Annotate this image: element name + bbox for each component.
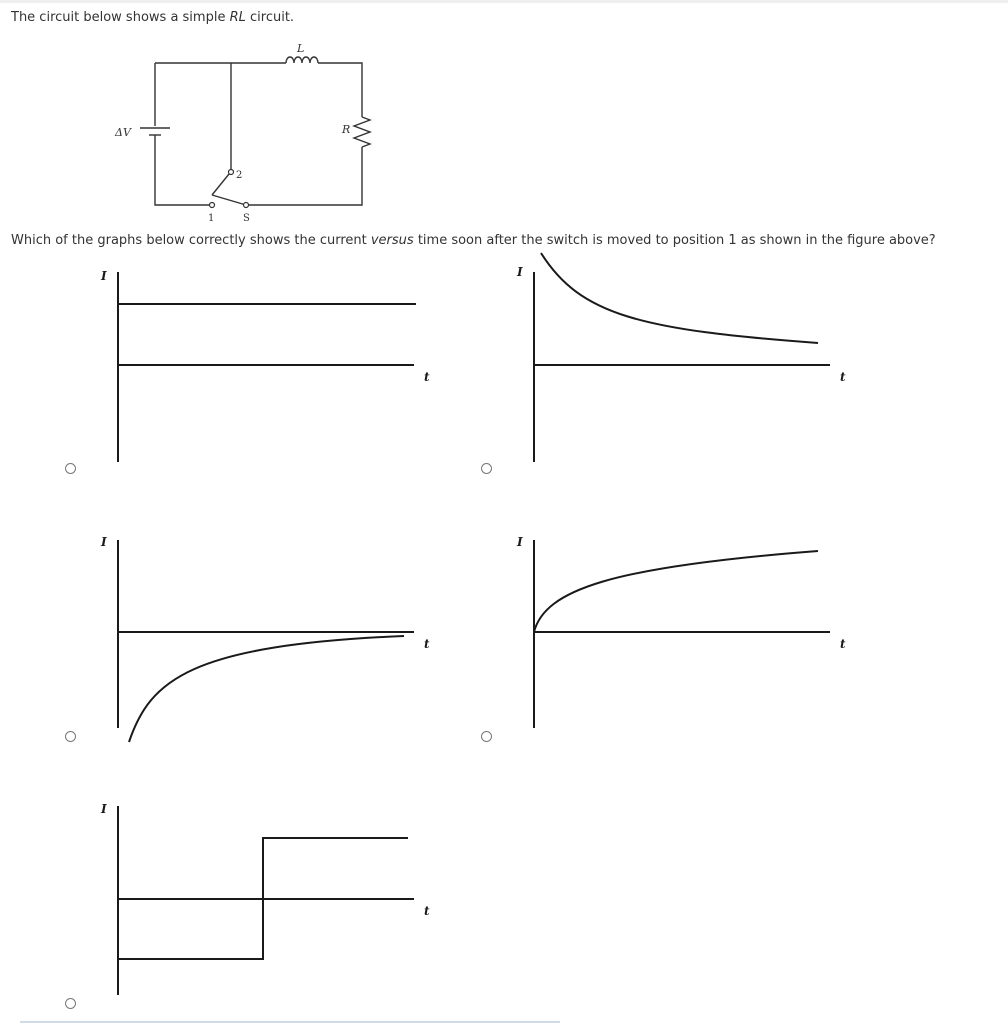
top-divider <box>0 0 1008 3</box>
y-axis-label: I <box>101 269 107 283</box>
switch-label: S <box>243 213 250 224</box>
switch-position-2-label: 2 <box>236 170 243 181</box>
graph-option-a <box>90 262 450 467</box>
battery-label: ΔV <box>115 126 131 139</box>
y-axis-label: I <box>517 535 523 549</box>
inductor-label: L <box>297 42 305 55</box>
question-prompt: Which of the graphs below correctly shows the current versus time soon after the switch is moved to position 1 as shown in the figure above? <box>11 233 936 248</box>
switch-position-1-label: 1 <box>208 213 215 224</box>
graph-option-e <box>90 796 450 998</box>
x-axis-label: t <box>424 370 430 384</box>
y-axis-label: I <box>101 535 107 549</box>
option-e-radio[interactable] <box>65 998 76 1009</box>
y-axis-label: I <box>101 802 107 816</box>
bottom-divider <box>20 1021 560 1023</box>
resistor-label: R <box>342 123 351 136</box>
question-intro: The circuit below shows a simple RL circuit. <box>11 10 295 25</box>
rl-circuit-diagram <box>100 38 390 228</box>
graph-option-c <box>90 530 450 745</box>
option-c-radio[interactable] <box>65 731 76 742</box>
x-axis-label: t <box>424 637 430 651</box>
option-a-radio[interactable] <box>65 463 76 474</box>
y-axis-label: I <box>517 265 523 279</box>
graph-option-d <box>505 530 865 735</box>
option-d-radio[interactable] <box>481 731 492 742</box>
graph-option-b <box>505 248 865 467</box>
x-axis-label: t <box>840 370 846 384</box>
x-axis-label: t <box>424 904 430 918</box>
option-b-radio[interactable] <box>481 463 492 474</box>
x-axis-label: t <box>840 637 846 651</box>
